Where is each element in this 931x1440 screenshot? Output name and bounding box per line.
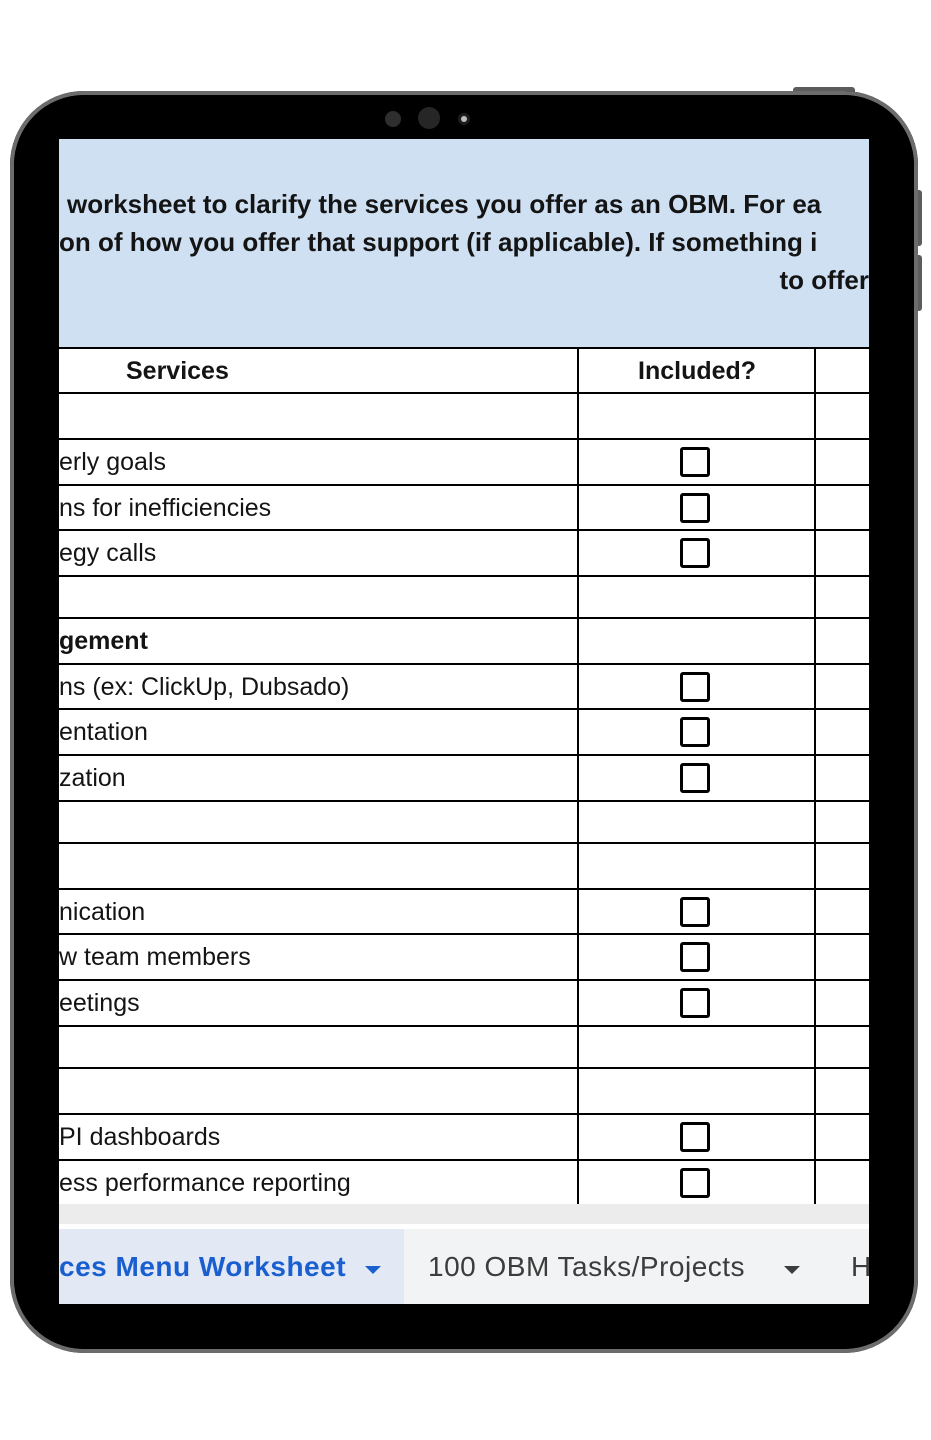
included-checkbox-icon[interactable] — [680, 493, 710, 523]
sensor-dot — [385, 111, 401, 127]
sheet-tab-bar — [59, 1229, 872, 1304]
row-border — [59, 484, 869, 486]
column-divider — [577, 347, 579, 1204]
row-border — [59, 708, 869, 710]
included-checkbox-icon[interactable] — [680, 447, 710, 477]
included-checkbox-icon[interactable] — [680, 1122, 710, 1152]
included-checkbox-icon[interactable] — [680, 763, 710, 793]
tab-label: 100 OBM Tasks/Projects — [428, 1251, 746, 1282]
front-camera — [418, 107, 440, 129]
row-border — [59, 347, 869, 349]
row-border — [59, 1025, 869, 1027]
row-border — [59, 575, 869, 577]
row-border — [59, 800, 869, 802]
row-border — [59, 979, 869, 981]
services-table — [59, 347, 869, 1204]
instructions-line-2: on of how you offer that support (if applicable). If something i — [59, 227, 818, 257]
service-cell[interactable]: zation — [59, 764, 126, 792]
camera-lens-icon — [458, 113, 470, 125]
row-border — [59, 933, 869, 935]
row-border — [59, 1113, 869, 1115]
section-heading-cell[interactable]: gement — [59, 627, 148, 655]
row-border — [59, 1067, 869, 1069]
row-border — [59, 1159, 869, 1161]
included-checkbox-icon[interactable] — [680, 942, 710, 972]
included-checkbox-icon[interactable] — [680, 538, 710, 568]
row-border — [59, 529, 869, 531]
service-cell[interactable]: ess performance reporting — [59, 1169, 351, 1197]
service-cell[interactable]: nication — [59, 898, 146, 926]
service-cell[interactable]: ns for inefficiencies — [59, 494, 272, 522]
service-cell[interactable]: ns (ex: ClickUp, Dubsado) — [59, 673, 350, 701]
row-border — [59, 754, 869, 756]
column-divider — [814, 347, 816, 1204]
row-border — [59, 663, 869, 665]
included-checkbox-icon[interactable] — [680, 672, 710, 702]
instructions-line-3: to offer — [779, 265, 869, 295]
spreadsheet-screen — [59, 139, 872, 1304]
caret-down-icon[interactable] — [365, 1266, 381, 1274]
tab-label: H — [851, 1251, 872, 1282]
instructions-banner — [59, 139, 869, 347]
row-border — [59, 842, 869, 844]
tab-obm-tasks-projects[interactable] — [404, 1229, 849, 1304]
row-border — [59, 617, 869, 619]
service-cell[interactable]: eetings — [59, 989, 140, 1017]
services-column-header: Services — [126, 357, 229, 385]
service-cell[interactable]: w team members — [59, 943, 251, 971]
instructions-line-1: worksheet to clarify the services you offer as an OBM. For ea — [67, 189, 822, 219]
included-checkbox-icon[interactable] — [680, 988, 710, 1018]
tab-services-menu-worksheet[interactable] — [59, 1229, 404, 1304]
service-cell[interactable]: egy calls — [59, 539, 157, 567]
row-border — [59, 438, 869, 440]
tab-label: ces Menu Worksheet — [59, 1251, 347, 1282]
caret-down-icon[interactable] — [784, 1266, 800, 1274]
service-cell[interactable]: erly goals — [59, 448, 166, 476]
included-checkbox-icon[interactable] — [680, 897, 710, 927]
tab-partial[interactable] — [849, 1229, 889, 1304]
row-border — [59, 888, 869, 890]
row-border — [59, 392, 869, 394]
included-column-header: Included? — [638, 357, 757, 385]
service-cell[interactable]: PI dashboards — [59, 1123, 221, 1151]
service-cell[interactable]: entation — [59, 718, 148, 746]
included-checkbox-icon[interactable] — [680, 1168, 710, 1198]
included-checkbox-icon[interactable] — [680, 717, 710, 747]
horizontal-scrollbar[interactable] — [59, 1204, 869, 1224]
